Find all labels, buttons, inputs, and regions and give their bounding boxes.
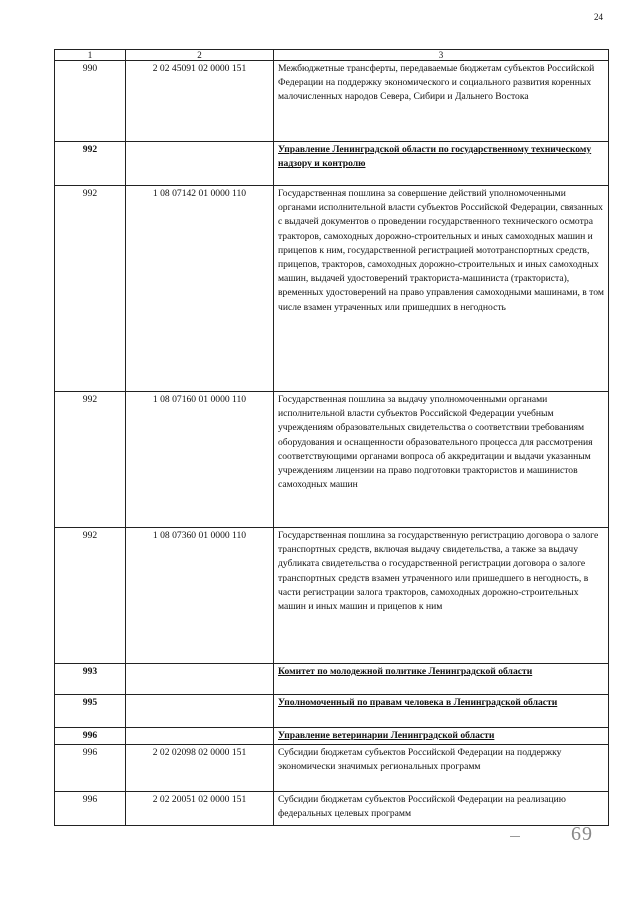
table-row: [55, 792, 609, 826]
table-row: [55, 528, 609, 664]
header-cell: 2: [126, 50, 274, 61]
revenue-code: 1 08 07142 01 0000 110: [126, 186, 274, 392]
table-row: [55, 745, 609, 792]
description: Управление ветеринарии Ленинградской области: [274, 728, 609, 745]
revenue-code: 2 02 20051 02 0000 151: [126, 792, 274, 826]
admin-code: 990: [55, 61, 126, 142]
table-row: [55, 392, 609, 528]
table-row: [55, 664, 609, 695]
revenue-code: [126, 728, 274, 745]
admin-code: 996: [55, 728, 126, 745]
description: Комитет по молодежной политике Ленинградской области: [274, 664, 609, 695]
revenue-code: [126, 142, 274, 186]
admin-code: 993: [55, 664, 126, 695]
description: Государственная пошлина за совершение действий уполномоченными органами исполнительной власти субъектов Российской Федерации, связанных с выдачей документов о проведении государственного технического осмотра тракторов, самоходных дорожно-строительных и иных самоходных машин и прицепов к ним, государственной регистрацией мототранспортных средств, прицепов, тракторов, самоходных дорожно-строительных и иных самоходных машин, выдачей удостоверений тракториста-машиниста (тракториста), временных удостоверений на право управления самоходными машинами, в том числе взамен утраченных или пришедших в негодность: [274, 186, 609, 392]
header-cell: 3: [274, 50, 609, 61]
description: Государственная пошлина за выдачу уполномоченными органами исполнительной власти субъектов Российской Федерации учебным учреждениям образовательных свидетельства о соответствии требованиям оборудования и оснащенности образовательного процесса для рассмотрения соответствующими органами вопроса об аккредитации и выдачи указанным учреждениям лицензии на право подготовки трактористов и машинистов самоходных машин: [274, 392, 609, 528]
table-row: [55, 142, 609, 186]
description: Государственная пошлина за государственную регистрацию договора о залоге транспортных средств, включая выдачу свидетельства, а также за выдачу дубликата свидетельства о государственной регистрации договора о залоге транспортных средств взамен утраченного или пришедшего в негодность, в части регистрации залога тракторов, самоходных дорожно-строительных машин и иных машин и прицепов к ним: [274, 528, 609, 664]
table-row: [55, 695, 609, 728]
table-header-row: [55, 50, 609, 61]
revenue-code: [126, 695, 274, 728]
admin-code: 992: [55, 528, 126, 664]
description: Субсидии бюджетам субъектов Российской Федерации на реализацию федеральных целевых программ: [274, 792, 609, 826]
scan-mark: [510, 836, 520, 837]
revenue-code: 1 08 07160 01 0000 110: [126, 392, 274, 528]
handwritten-page-mark: 69: [571, 823, 593, 845]
revenue-code: 2 02 02098 02 0000 151: [126, 745, 274, 792]
description: Уполномоченный по правам человека в Ленинградской области: [274, 695, 609, 728]
revenue-code: 2 02 45091 02 0000 151: [126, 61, 274, 142]
page-number: 24: [594, 12, 603, 22]
revenue-code: 1 08 07360 01 0000 110: [126, 528, 274, 664]
description: Управление Ленинградской области по государственному техническому надзору и контролю: [274, 142, 609, 186]
admin-code: 992: [55, 186, 126, 392]
admin-code: 995: [55, 695, 126, 728]
revenue-code: [126, 664, 274, 695]
table-row: [55, 186, 609, 392]
description: Субсидии бюджетам субъектов Российской Федерации на поддержку экономически значимых региональных программ: [274, 745, 609, 792]
admin-code: 992: [55, 392, 126, 528]
table-row: [55, 61, 609, 142]
header-cell: 1: [55, 50, 126, 61]
description: Межбюджетные трансферты, передаваемые бюджетам субъектов Российской Федерации на поддержку экономического и социального развития коренных малочисленных народов Севера, Сибири и Дальнего Востока: [274, 61, 609, 142]
admin-code: 992: [55, 142, 126, 186]
admin-code: 996: [55, 745, 126, 792]
budget-codes-table: [54, 49, 609, 826]
table-row: [55, 728, 609, 745]
admin-code: 996: [55, 792, 126, 826]
